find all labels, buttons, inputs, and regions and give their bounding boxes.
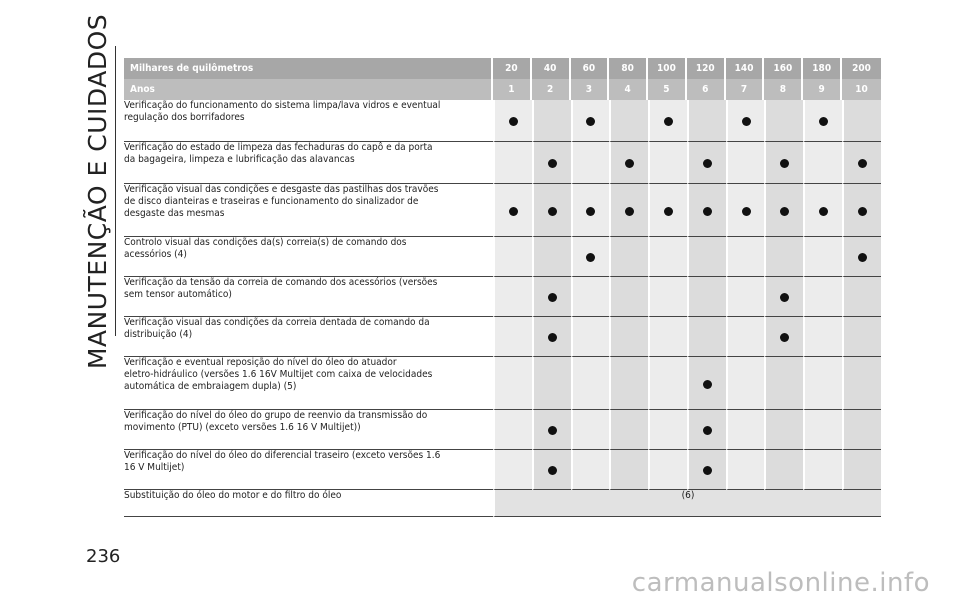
schedule-cell bbox=[842, 410, 881, 450]
header-km-4: 100 bbox=[648, 58, 687, 79]
schedule-cell bbox=[493, 184, 532, 237]
schedule-cell bbox=[803, 317, 842, 357]
check-dot-icon bbox=[548, 466, 557, 475]
schedule-cell bbox=[726, 100, 765, 142]
schedule-cell bbox=[842, 184, 881, 237]
schedule-cell bbox=[687, 184, 726, 237]
header-year-1: 2 bbox=[532, 79, 571, 100]
schedule-cell bbox=[493, 142, 532, 184]
schedule-cell bbox=[648, 100, 687, 142]
check-dot-icon bbox=[586, 117, 595, 126]
schedule-cell bbox=[726, 184, 765, 237]
row-description: Verificação do funcionamento do sistema limpa/lava vidros e eventual regulação dos borrifadores bbox=[124, 100, 493, 142]
header-km-7: 160 bbox=[764, 58, 803, 79]
schedule-cell bbox=[493, 100, 532, 142]
schedule-cell bbox=[493, 317, 532, 357]
schedule-cell bbox=[764, 142, 803, 184]
schedule-cell bbox=[803, 357, 842, 410]
header-km-label: Milhares de quilômetros bbox=[124, 58, 493, 79]
schedule-cell bbox=[571, 317, 610, 357]
schedule-cell bbox=[842, 277, 881, 317]
table-row bbox=[124, 490, 881, 517]
schedule-cell bbox=[571, 184, 610, 237]
check-dot-icon bbox=[586, 207, 595, 216]
check-dot-icon bbox=[509, 207, 518, 216]
row-description: Verificação visual das condições da correia dentada de comando da distribuição (4) bbox=[124, 317, 493, 357]
schedule-cell bbox=[842, 237, 881, 277]
row-description: Substituição do óleo do motor e do filtro do óleo bbox=[124, 490, 493, 517]
schedule-cell bbox=[571, 277, 610, 317]
schedule-cell bbox=[687, 450, 726, 490]
schedule-cell bbox=[532, 142, 571, 184]
check-dot-icon bbox=[780, 207, 789, 216]
table-row bbox=[124, 450, 881, 490]
schedule-cell bbox=[532, 357, 571, 410]
schedule-cell bbox=[648, 237, 687, 277]
schedule-cell bbox=[687, 237, 726, 277]
schedule-cell bbox=[648, 357, 687, 410]
schedule-cell bbox=[726, 410, 765, 450]
header-year-2: 3 bbox=[571, 79, 610, 100]
schedule-cell bbox=[764, 277, 803, 317]
schedule-cell bbox=[842, 142, 881, 184]
schedule-cell bbox=[493, 237, 532, 277]
check-dot-icon bbox=[548, 159, 557, 168]
check-dot-icon bbox=[548, 293, 557, 302]
table-row bbox=[124, 317, 881, 357]
header-km-3: 80 bbox=[609, 58, 648, 79]
schedule-cell bbox=[493, 357, 532, 410]
schedule-cell bbox=[726, 277, 765, 317]
check-dot-icon bbox=[780, 159, 789, 168]
header-km-0: 20 bbox=[493, 58, 532, 79]
header-years-label: Anos bbox=[124, 79, 493, 100]
schedule-body bbox=[124, 100, 881, 517]
check-dot-icon bbox=[819, 117, 828, 126]
chapter-title-text: MANUTENÇÃO E CUIDADOS bbox=[83, 13, 113, 369]
schedule-cell bbox=[648, 317, 687, 357]
schedule-cell bbox=[842, 317, 881, 357]
schedule-cell bbox=[726, 317, 765, 357]
schedule-cell bbox=[648, 277, 687, 317]
schedule-cell bbox=[687, 357, 726, 410]
page-number: 236 bbox=[86, 546, 121, 567]
schedule-cell bbox=[687, 142, 726, 184]
header-year-6: 7 bbox=[726, 79, 765, 100]
schedule-cell bbox=[609, 450, 648, 490]
watermark: carmanualsonline.info bbox=[631, 568, 930, 598]
schedule-cell bbox=[726, 142, 765, 184]
schedule-cell bbox=[687, 277, 726, 317]
schedule-cell bbox=[648, 450, 687, 490]
schedule-cell bbox=[687, 100, 726, 142]
schedule-cell bbox=[571, 450, 610, 490]
table-row bbox=[124, 184, 881, 237]
schedule-cell bbox=[803, 184, 842, 237]
check-dot-icon bbox=[586, 253, 595, 262]
schedule-cell bbox=[803, 142, 842, 184]
check-dot-icon bbox=[703, 207, 712, 216]
check-dot-icon bbox=[819, 207, 828, 216]
header-km-5: 120 bbox=[687, 58, 726, 79]
header-km-9: 200 bbox=[842, 58, 881, 79]
schedule-cell bbox=[648, 142, 687, 184]
check-dot-icon bbox=[858, 253, 867, 262]
table-row bbox=[124, 100, 881, 142]
schedule-cell bbox=[687, 410, 726, 450]
table-row bbox=[124, 142, 881, 184]
header-km-8: 180 bbox=[803, 58, 842, 79]
row-description: Verificação do estado de limpeza das fechaduras do capô e da porta da bagageira, limpeza e lubrificação das alavancas bbox=[124, 142, 493, 184]
schedule-cell bbox=[803, 450, 842, 490]
schedule-cell bbox=[532, 184, 571, 237]
schedule-cell bbox=[571, 100, 610, 142]
check-dot-icon bbox=[625, 207, 634, 216]
header-km-6: 140 bbox=[726, 58, 765, 79]
check-dot-icon bbox=[780, 333, 789, 342]
schedule-cell bbox=[532, 317, 571, 357]
schedule-cell bbox=[803, 410, 842, 450]
schedule-cell bbox=[764, 184, 803, 237]
check-dot-icon bbox=[703, 426, 712, 435]
row-description: Verificação da tensão da correia de comando dos acessórios (versões sem tensor automático) bbox=[124, 277, 493, 317]
schedule-cell bbox=[842, 450, 881, 490]
check-dot-icon bbox=[548, 426, 557, 435]
schedule-cell bbox=[609, 100, 648, 142]
check-dot-icon bbox=[664, 207, 673, 216]
check-dot-icon bbox=[858, 159, 867, 168]
schedule-cell bbox=[571, 142, 610, 184]
row-description: Verificação e eventual reposição do nível do óleo do atuador eletro-hidráulico (versões 1.6 16V Multijet com caixa de velocidades automática de embraiagem dupla) (5) bbox=[124, 357, 493, 410]
table-row bbox=[124, 237, 881, 277]
schedule-cell bbox=[764, 100, 803, 142]
chapter-title bbox=[80, 13, 116, 369]
check-dot-icon bbox=[509, 117, 518, 126]
check-dot-icon bbox=[780, 293, 789, 302]
header-row-km bbox=[124, 58, 881, 79]
schedule-cell bbox=[726, 450, 765, 490]
header-year-5: 6 bbox=[687, 79, 726, 100]
schedule-cell bbox=[609, 277, 648, 317]
schedule-cell bbox=[571, 237, 610, 277]
check-dot-icon bbox=[742, 117, 751, 126]
schedule-cell bbox=[764, 317, 803, 357]
row-description: Verificação do nível do óleo do diferencial traseiro (exceto versões 1.6 16 V Multijet) bbox=[124, 450, 493, 490]
schedule-cell bbox=[493, 450, 532, 490]
schedule-cell bbox=[842, 100, 881, 142]
table-row bbox=[124, 410, 881, 450]
schedule-cell bbox=[726, 357, 765, 410]
schedule-cell bbox=[532, 100, 571, 142]
check-dot-icon bbox=[625, 159, 634, 168]
check-dot-icon bbox=[703, 466, 712, 475]
schedule-cell bbox=[764, 357, 803, 410]
table-row bbox=[124, 277, 881, 317]
schedule-cell bbox=[648, 410, 687, 450]
check-dot-icon bbox=[548, 207, 557, 216]
header-km-1: 40 bbox=[532, 58, 571, 79]
header-row-years bbox=[124, 79, 881, 100]
schedule-cell bbox=[532, 277, 571, 317]
schedule-cell bbox=[764, 450, 803, 490]
note-cell: (6) bbox=[493, 490, 881, 517]
schedule-cell bbox=[532, 450, 571, 490]
schedule-cell bbox=[764, 410, 803, 450]
check-dot-icon bbox=[664, 117, 673, 126]
maintenance-schedule-table bbox=[124, 58, 881, 517]
header-year-3: 4 bbox=[609, 79, 648, 100]
header-year-0: 1 bbox=[493, 79, 532, 100]
schedule-cell bbox=[803, 100, 842, 142]
schedule-cell bbox=[687, 317, 726, 357]
schedule-cell bbox=[842, 357, 881, 410]
schedule-cell bbox=[803, 237, 842, 277]
schedule-cell bbox=[493, 410, 532, 450]
schedule-cell bbox=[571, 410, 610, 450]
header-year-7: 8 bbox=[764, 79, 803, 100]
schedule-cell bbox=[493, 277, 532, 317]
row-description: Controlo visual das condições da(s) correia(s) de comando dos acessórios (4) bbox=[124, 237, 493, 277]
schedule-cell bbox=[803, 277, 842, 317]
header-year-4: 5 bbox=[648, 79, 687, 100]
check-dot-icon bbox=[548, 333, 557, 342]
chapter-divider bbox=[115, 46, 116, 336]
row-description: Verificação do nível do óleo do grupo de reenvio da transmissão do movimento (PTU) (exceto versões 1.6 16 V Multijet)) bbox=[124, 410, 493, 450]
header-km-2: 60 bbox=[571, 58, 610, 79]
table-row bbox=[124, 357, 881, 410]
schedule-cell bbox=[609, 357, 648, 410]
schedule-cell bbox=[532, 237, 571, 277]
check-dot-icon bbox=[703, 159, 712, 168]
schedule-cell bbox=[609, 142, 648, 184]
schedule-cell bbox=[571, 357, 610, 410]
schedule-cell bbox=[726, 237, 765, 277]
row-description: Verificação visual das condições e desgaste das pastilhas dos travões de disco dianteiras e traseiras e funcionamento do sinalizador de desgaste das mesmas bbox=[124, 184, 493, 237]
schedule-cell bbox=[609, 184, 648, 237]
schedule-cell bbox=[609, 317, 648, 357]
schedule-cell bbox=[648, 184, 687, 237]
schedule-cell bbox=[609, 410, 648, 450]
schedule-cell bbox=[532, 410, 571, 450]
check-dot-icon bbox=[703, 380, 712, 389]
schedule-cell bbox=[609, 237, 648, 277]
check-dot-icon bbox=[742, 207, 751, 216]
check-dot-icon bbox=[858, 207, 867, 216]
schedule-cell bbox=[764, 237, 803, 277]
header-year-8: 9 bbox=[803, 79, 842, 100]
header-year-9: 10 bbox=[842, 79, 881, 100]
